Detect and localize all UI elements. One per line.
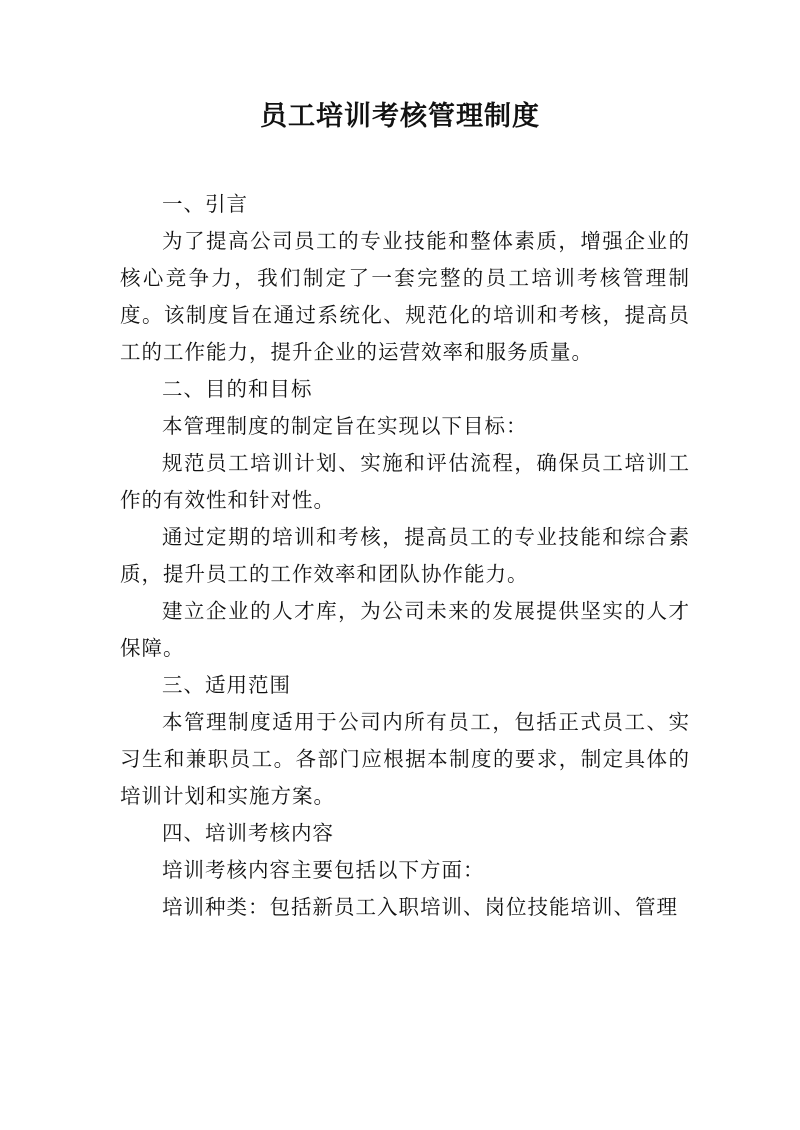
section-heading-scope: 三、适用范围 [162,673,291,697]
paragraph-content-intro: 培训考核内容主要包括以下方面： [162,858,485,882]
section-heading-purpose: 二、目的和目标 [162,377,313,401]
paragraph-scope: 本管理制度适用于公司内所有员工，包括正式员工、实习生和兼职员工。各部门应根据本制度的要求，制定具体的培训计划和实施方案。 [120,710,690,808]
paragraph-goal-2: 通过定期的培训和考核，提高员工的专业技能和综合素质，提升员工的工作效率和团队协作能力。 [120,525,690,586]
paragraph-goal-1: 规范员工培训计划、实施和评估流程，确保员工培训工作的有效性和针对性。 [120,451,690,512]
paragraph-goal-3: 建立企业的人才库，为公司未来的发展提供坚实的人才保障。 [120,599,690,660]
section-heading-content: 四、培训考核内容 [162,821,334,845]
paragraph-training-types: 培训种类：包括新员工入职培训、岗位技能培训、管理 [162,895,678,919]
paragraph-introduction: 为了提高公司员工的专业技能和整体素质，增强企业的核心竞争力，我们制定了一套完整的员工培训考核管理制度。该制度旨在通过系统化、规范化的培训和考核，提高员工的工作能力，提升企业的运营效率和服务质量。 [120,229,690,364]
document-body [120,186,690,926]
paragraph-purpose-intro: 本管理制度的制定旨在实现以下目标： [162,414,528,438]
document-title: 员工培训考核管理制度 [260,101,540,132]
section-heading-introduction: 一、引言 [162,192,248,216]
